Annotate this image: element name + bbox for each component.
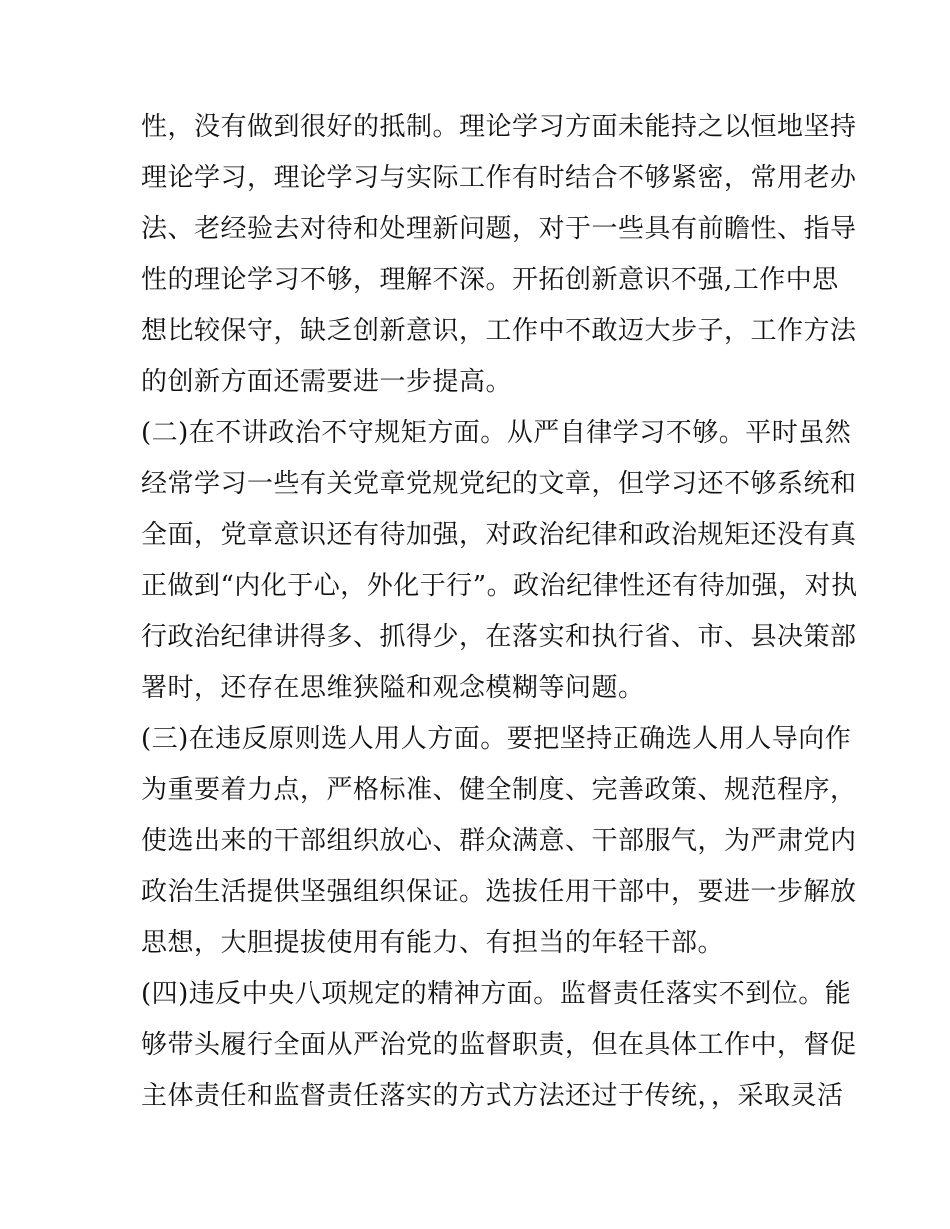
text-line: 正做到“内化于心，外化于行”。政治纪律性还有待加强，对执 [141,571,858,601]
text-line: 使选出来的干部组织放心、群众满意、干部服气，为严肃党内 [141,826,857,856]
text-line: 经常学习一些有关党章党规党纪的文章，但学习还不够系统和 [141,469,857,499]
text-line: 想比较保守，缺乏创新意识，工作中不敢迈大步子，工作方法 [141,316,857,346]
text-line: 为重要着力点，严格标准、健全制度、完善政策、规范程序， [141,775,857,805]
text-line: 性，没有做到很好的抵制。理论学习方面未能持之以恒地坚持 [141,112,857,142]
text-line: 全面，党章意识还有待加强，对政治纪律和政治规矩还没有真 [141,520,857,550]
text-line: 性的理论学习不够，理解不深。开拓创新意识不强,工作中思 [141,265,839,295]
text-line: 够带头履行全面从严治党的监督职责，但在具体工作中，督促 [141,1030,857,1060]
text-line: 政治生活提供坚强组织保证。选拔任用干部中，要进一步解放 [141,877,857,907]
document-body [141,102,858,1122]
section-heading-line: (三)在违反原则选人用人方面。要把坚持正确选人用人导向作 [141,724,852,754]
text-line: 行政治纪律讲得多、抓得少，在落实和执行省、市、县决策部 [141,622,857,652]
text-line: 署时，还存在思维狭隘和观念模糊等问题。 [141,673,645,703]
text-line: 的创新方面还需要进一步提高。 [141,367,513,397]
text-line: 思想，大胆提拔使用有能力、有担当的年轻干部。 [141,928,725,958]
text-line: 理论学习，理论学习与实际工作有时结合不够紧密，常用老办 [141,163,857,193]
section-heading-line: (四)违反中央八项规定的精神方面。监督责任落实不到位。能 [141,979,852,1009]
section-heading-line: (二)在不讲政治不守规矩方面。从严自律学习不够。平时虽然 [141,418,852,448]
text-line: 法、老经验去对待和处理新问题，对于一些具有前瞻性、指导 [141,214,857,244]
text-line: 主体责任和监督责任落实的方式方法还过于传统，，采取灵活 [141,1081,844,1111]
